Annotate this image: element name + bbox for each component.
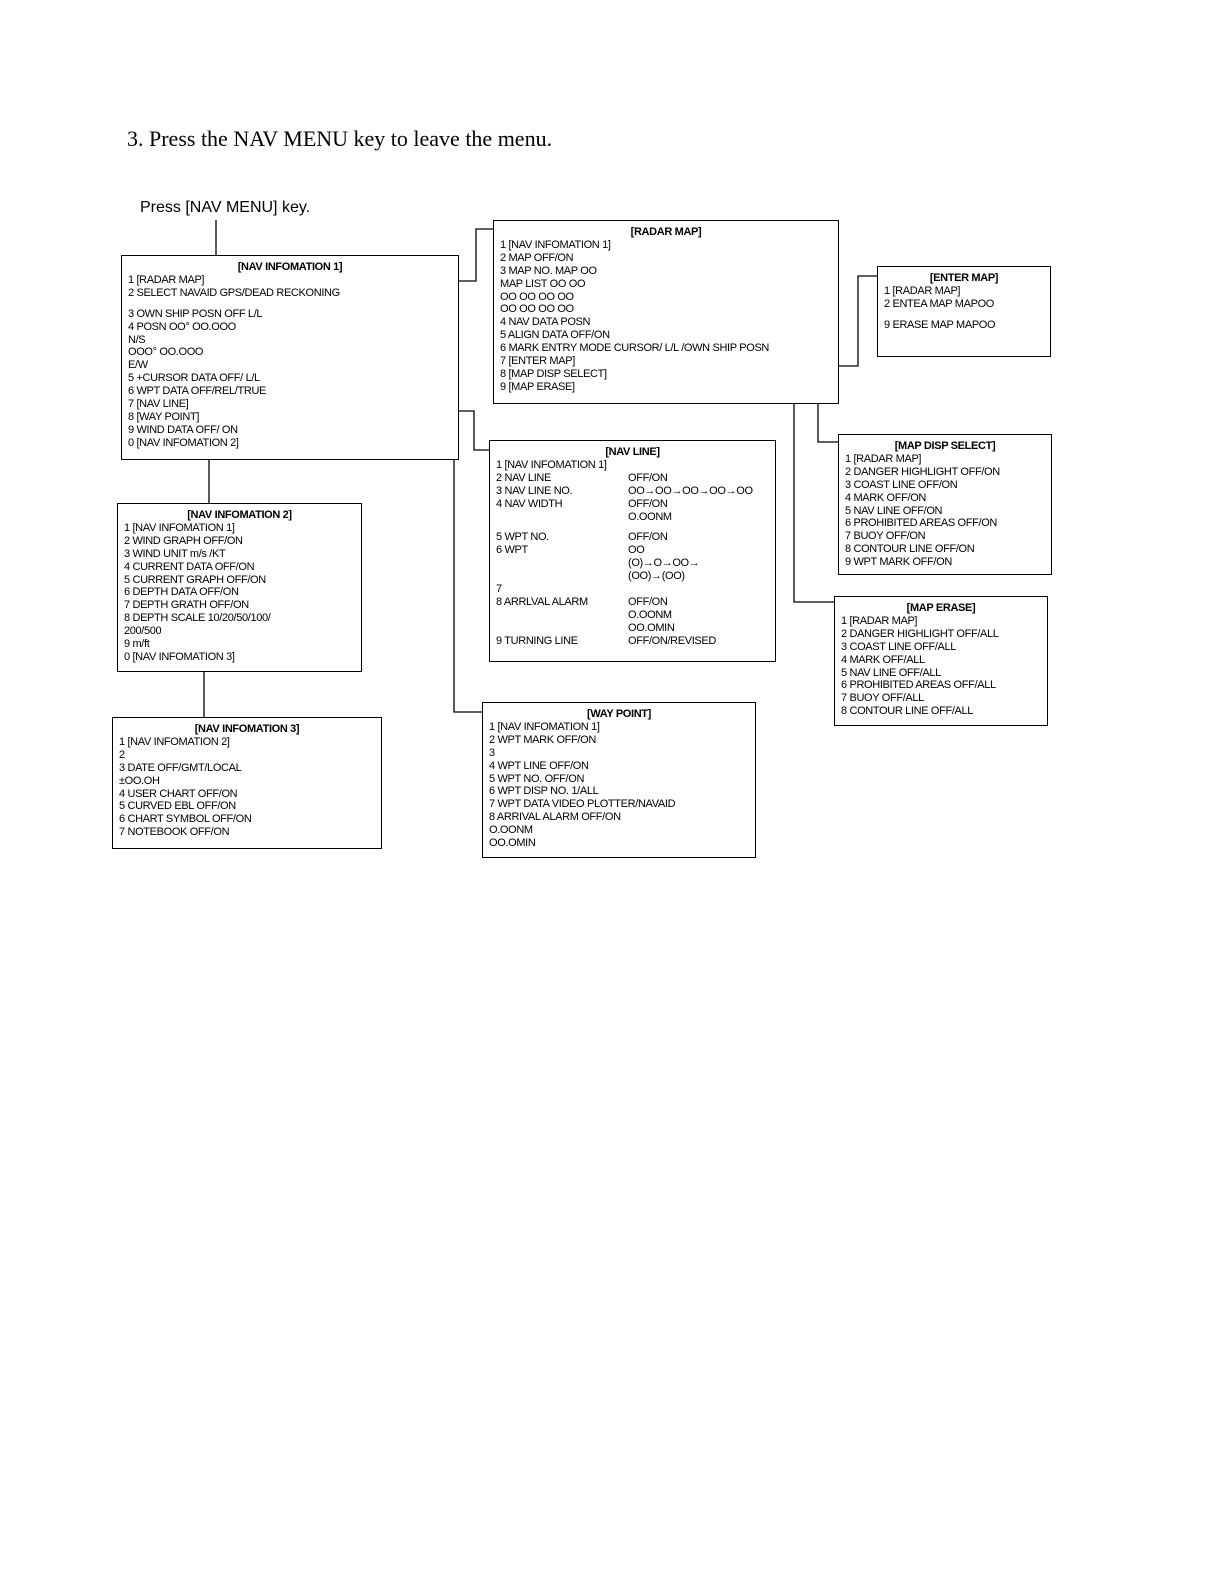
- menu-item: [845, 479, 1045, 492]
- menu-title: [NAV INFOMATION 2]: [187, 509, 292, 521]
- menu-item: [124, 651, 355, 664]
- menu-item-label: 2 SELECT NAVAID GPS/DEAD RECKONING: [128, 286, 340, 299]
- menu-item-label: 4 POSN OO° OO.OOO: [128, 320, 236, 333]
- menu-item-label: 2 WIND GRAPH OFF/ON: [124, 534, 243, 547]
- menu-item-label: 9 [MAP ERASE]: [500, 380, 575, 393]
- menu-item: [128, 274, 452, 287]
- menu-item: [119, 775, 375, 788]
- menu-item: [496, 511, 769, 524]
- menu-item-label: 5 NAV LINE OFF/ON: [845, 504, 943, 517]
- menu-item-label: 1 [NAV INFOMATION 1]: [489, 720, 600, 733]
- radar-map-menu-box: [493, 220, 839, 404]
- menu-item-label: 9 m/ft: [124, 638, 150, 651]
- menu-item: [496, 557, 769, 570]
- menu-item: [128, 385, 452, 398]
- menu-item-label: O.OONM: [489, 824, 533, 837]
- menu-item: [496, 472, 769, 485]
- menu-item-label: 2 WPT MARK OFF/ON: [489, 733, 596, 746]
- menu-item-label: 7: [496, 583, 502, 596]
- enter-map-menu-box: [877, 266, 1051, 357]
- menu-item: [841, 667, 1041, 680]
- menu-item-label: 2 NAV LINE: [496, 471, 551, 484]
- menu-item-label: [496, 622, 628, 635]
- menu-item: [124, 561, 355, 574]
- menu-item: [119, 788, 375, 801]
- menu-item-label: 1 [NAV INFOMATION 1]: [124, 521, 235, 534]
- menu-item: [489, 785, 749, 798]
- menu-item-label: 8 CONTOUR LINE OFF/ALL: [841, 705, 974, 718]
- menu-item-label: 5 WPT NO. OFF/ON: [489, 772, 585, 785]
- menu-item-value: OFF/ON: [628, 497, 668, 510]
- menu-item: [500, 368, 832, 381]
- menu-item-label: 6 PROHIBITED AREAS OFF/ON: [845, 517, 998, 530]
- nav-info-2-menu-box: [117, 503, 362, 672]
- menu-item: [845, 492, 1045, 505]
- menu-item: [128, 346, 452, 359]
- nav-info-3-menu-box: [112, 717, 382, 849]
- menu-item: [496, 485, 769, 498]
- menu-item: [845, 505, 1045, 518]
- menu-item-value: OFF/ON: [628, 595, 668, 608]
- menu-item-label: 9 ERASE MAP MAPOO: [884, 318, 996, 331]
- menu-item: [128, 321, 452, 334]
- menu-item: [119, 800, 375, 813]
- menu-item-label: 2 DANGER HIGHLIGHT OFF/ALL: [841, 627, 999, 640]
- menu-item-label: OO OO OO OO: [500, 303, 574, 316]
- menu-item-label: 8 [WAY POINT]: [128, 410, 200, 423]
- menu-item-label: 200/500: [124, 625, 162, 638]
- menu-item: [128, 308, 452, 321]
- menu-item: [124, 535, 355, 548]
- menu-title: [NAV INFOMATION 3]: [194, 723, 300, 735]
- menu-item-label: 6 MARK ENTRY MODE CURSOR/ L/L /OWN SHIP POSN: [500, 342, 770, 355]
- menu-item-label: 4 CURRENT DATA OFF/ON: [124, 560, 255, 573]
- menu-item: [496, 570, 769, 583]
- menu-item: [124, 548, 355, 561]
- menu-item: [884, 298, 1044, 311]
- menu-item: [500, 265, 832, 278]
- menu-item: [500, 303, 832, 316]
- menu-item: [884, 319, 1044, 332]
- menu-item-label: 3 OWN SHIP POSN OFF L/L: [128, 307, 263, 320]
- menu-item: [489, 824, 749, 837]
- menu-item: [496, 531, 769, 544]
- menu-item: [124, 638, 355, 651]
- menu-item-label: 3 COAST LINE OFF/ALL: [841, 640, 957, 653]
- menu-item-label: OO OO OO OO: [500, 290, 574, 303]
- page-heading: 3. Press the NAV MENU key to leave the menu.: [127, 126, 553, 151]
- menu-item-label: 1 [RADAR MAP]: [841, 614, 918, 627]
- menu-title: [MAP DISP SELECT]: [894, 440, 996, 452]
- menu-item-value: OFF/ON: [628, 531, 668, 544]
- menu-item-label: 4 USER CHART OFF/ON: [119, 787, 238, 800]
- menu-item: [128, 411, 452, 424]
- menu-title: [WAY POINT]: [587, 708, 651, 720]
- menu-item-label: 9 WIND DATA OFF/ ON: [128, 423, 238, 436]
- menu-item-label: 8 ARRIVAL ALARM OFF/ON: [489, 811, 621, 824]
- menu-item-label: 6 DEPTH DATA OFF/ON: [124, 586, 239, 599]
- menu-item: [489, 773, 749, 786]
- menu-item-label: 5 CURRENT GRAPH OFF/ON: [124, 573, 266, 586]
- menu-item: [500, 381, 832, 394]
- menu-item-label: 8 CONTOUR LINE OFF/ON: [845, 543, 975, 556]
- menu-title: [ENTER MAP]: [929, 272, 999, 284]
- menu-item-label: 7 [NAV LINE]: [128, 398, 189, 411]
- menu-item-label: 6 WPT: [496, 544, 528, 557]
- menu-item: [496, 498, 769, 511]
- menu-title: [RADAR MAP]: [630, 226, 702, 238]
- menu-item: [128, 334, 452, 347]
- menu-item-value: OFF/ON/REVISED: [628, 634, 716, 647]
- menu-spacer: [128, 300, 452, 308]
- menu-item: [496, 583, 769, 596]
- menu-item: [841, 628, 1041, 641]
- menu-item-label: 2 MAP OFF/ON: [500, 251, 574, 264]
- menu-item: [496, 544, 769, 557]
- menu-item-label: 1 [RADAR MAP]: [845, 452, 922, 465]
- menu-item: [496, 459, 769, 472]
- menu-item-label: 7 WPT DATA VIDEO PLOTTER/NAVAID: [489, 798, 676, 811]
- menu-item-label: 5 ALIGN DATA OFF/ON: [500, 329, 610, 342]
- menu-item: [128, 372, 452, 385]
- menu-item: [841, 692, 1041, 705]
- menu-item-label: OO.OMIN: [489, 837, 536, 850]
- menu-item: [489, 837, 749, 850]
- menu-item-label: 1 [NAV INFOMATION 1]: [500, 238, 611, 251]
- menu-item: [489, 734, 749, 747]
- menu-item-label: 4 NAV WIDTH: [496, 497, 563, 510]
- menu-item-label: 5 +CURSOR DATA OFF/ L/L: [128, 372, 260, 385]
- menu-item-value: OO.OMIN: [628, 621, 675, 634]
- menu-item: [489, 747, 749, 760]
- menu-item: [119, 749, 375, 762]
- menu-item: [124, 522, 355, 535]
- menu-item-label: [496, 570, 628, 583]
- menu-item-label: 7 [ENTER MAP]: [500, 355, 575, 368]
- menu-item-label: 6 CHART SYMBOL OFF/ON: [119, 813, 252, 826]
- press-nav-menu-label: Press [NAV MENU] key.: [140, 199, 311, 216]
- menu-item: [841, 679, 1041, 692]
- menu-item: [500, 329, 832, 342]
- menu-item-label: 2: [119, 748, 125, 761]
- menu-item: [489, 798, 749, 811]
- menu-item-label: 3 WIND UNIT m/s /KT: [124, 547, 226, 560]
- menu-item-label: 1 [RADAR MAP]: [128, 273, 205, 286]
- menu-item: [845, 530, 1045, 543]
- menu-item-value: OO: [628, 544, 645, 557]
- menu-item-value: OFF/ON: [628, 471, 668, 484]
- menu-item-label: 3 COAST LINE OFF/ON: [845, 478, 958, 491]
- menu-item: [500, 342, 832, 355]
- menu-item-value: OO→OO→OO→OO→OO: [628, 484, 753, 497]
- menu-item-label: 6 PROHIBITED AREAS OFF/ALL: [841, 679, 996, 692]
- menu-item: [496, 622, 769, 635]
- menu-item-label: [496, 609, 628, 622]
- menu-item: [884, 285, 1044, 298]
- menu-item: [841, 654, 1041, 667]
- menu-item-label: 9 WPT MARK OFF/ON: [845, 556, 952, 569]
- menu-item: [845, 517, 1045, 530]
- menu-item-label: N/S: [128, 333, 146, 346]
- menu-item-label: ±OO.OH: [119, 774, 160, 787]
- menu-item-label: 2 DANGER HIGHLIGHT OFF/ON: [845, 465, 1000, 478]
- menu-item: [500, 252, 832, 265]
- map-erase-menu-box: [834, 596, 1048, 726]
- menu-item-label: 3 MAP NO. MAP OO: [500, 264, 597, 277]
- menu-item: [845, 556, 1045, 569]
- menu-item: [124, 574, 355, 587]
- menu-item: [119, 736, 375, 749]
- menu-title: [NAV INFOMATION 1]: [237, 261, 343, 273]
- menu-item-value: O.OONM: [628, 510, 672, 523]
- menu-item-label: 7 DEPTH GRATH OFF/ON: [124, 599, 249, 612]
- menu-item-label: 1 [RADAR MAP]: [884, 284, 961, 297]
- menu-item-label: 5 CURVED EBL OFF/ON: [119, 800, 236, 813]
- menu-item-label: 8 DEPTH SCALE 10/20/50/100/: [124, 612, 271, 625]
- menu-item: [500, 278, 832, 291]
- menu-item-label: [496, 557, 628, 570]
- menu-item-label: MAP LIST OO OO: [500, 277, 586, 290]
- menu-item-label: 3: [489, 746, 495, 759]
- menu-item-label: 0 [NAV INFOMATION 2]: [128, 436, 239, 449]
- menu-item-value: O.OONM: [628, 608, 672, 621]
- menu-item-label: 4 NAV DATA POSN: [500, 316, 591, 329]
- menu-item-label: 7 BUOY OFF/ALL: [841, 692, 924, 705]
- menu-item: [496, 635, 769, 648]
- menu-item: [128, 398, 452, 411]
- menu-item-label: 5 NAV LINE OFF/ALL: [841, 666, 941, 679]
- menu-item: [845, 543, 1045, 556]
- menu-item: [128, 287, 452, 300]
- menu-item: [500, 355, 832, 368]
- menu-item-label: 2 ENTEA MAP MAPOO: [884, 297, 994, 310]
- menu-item: [496, 609, 769, 622]
- menu-item: [124, 599, 355, 612]
- menu-item-label: 4 MARK OFF/ALL: [841, 653, 925, 666]
- menu-spacer: [496, 523, 769, 531]
- menu-item-label: OOO° OO.OOO: [128, 346, 204, 359]
- menu-item-label: 6 WPT DATA OFF/REL/TRUE: [128, 385, 267, 398]
- menu-item: [119, 813, 375, 826]
- menu-item: [500, 291, 832, 304]
- menu-item: [841, 641, 1041, 654]
- menu-item-label: 4 MARK OFF/ON: [845, 491, 927, 504]
- menu-item: [841, 705, 1041, 718]
- menu-title: [MAP ERASE]: [906, 602, 976, 614]
- menu-item: [128, 437, 452, 450]
- menu-item-label: 7 NOTEBOOK OFF/ON: [119, 826, 230, 839]
- menu-item-label: 3 DATE OFF/GMT/LOCAL: [119, 761, 242, 774]
- menu-item: [500, 316, 832, 329]
- menu-item: [841, 615, 1041, 628]
- nav-info-1-menu-box: [121, 255, 459, 460]
- menu-item-label: 8 [MAP DISP SELECT]: [500, 367, 607, 380]
- menu-item: [489, 760, 749, 773]
- menu-item-label: [496, 511, 628, 524]
- menu-title: [NAV LINE]: [605, 446, 660, 458]
- way-point-menu-box: [482, 702, 756, 858]
- menu-item: [500, 239, 832, 252]
- menu-item-label: 4 WPT LINE OFF/ON: [489, 759, 589, 772]
- menu-item-label: E/W: [128, 359, 148, 372]
- menu-item-label: 9 TURNING LINE: [496, 634, 578, 647]
- menu-item-value: (OO)→(OO): [628, 570, 685, 583]
- menu-item: [128, 359, 452, 372]
- menu-item: [124, 612, 355, 625]
- menu-item-label: 6 WPT DISP NO. 1/ALL: [489, 785, 599, 798]
- menu-item-label: 8 ARRLVAL ALARM: [496, 595, 588, 608]
- menu-item: [845, 466, 1045, 479]
- menu-item-label: 0 [NAV INFOMATION 3]: [124, 650, 235, 663]
- menu-item: [119, 762, 375, 775]
- menu-item-label: 1 [NAV INFOMATION 2]: [119, 735, 230, 748]
- menu-item-label: 7 BUOY OFF/ON: [845, 530, 926, 543]
- menu-item: [489, 721, 749, 734]
- menu-item: [489, 811, 749, 824]
- menu-item: [124, 625, 355, 638]
- nav-line-menu-box: [489, 440, 776, 662]
- menu-spacer: [884, 311, 1044, 319]
- menu-item-label: 5 WPT NO.: [496, 531, 549, 544]
- menu-item-label: 1 [NAV INFOMATION 1]: [496, 458, 607, 471]
- menu-item: [496, 596, 769, 609]
- menu-item-label: 3 NAV LINE NO.: [496, 484, 573, 497]
- menu-item: [128, 424, 452, 437]
- menu-item: [845, 453, 1045, 466]
- menu-item-value: (O)→O→OO→: [628, 557, 700, 570]
- map-disp-select-menu-box: [838, 434, 1052, 575]
- menu-item: [119, 826, 375, 839]
- menu-item: [124, 586, 355, 599]
